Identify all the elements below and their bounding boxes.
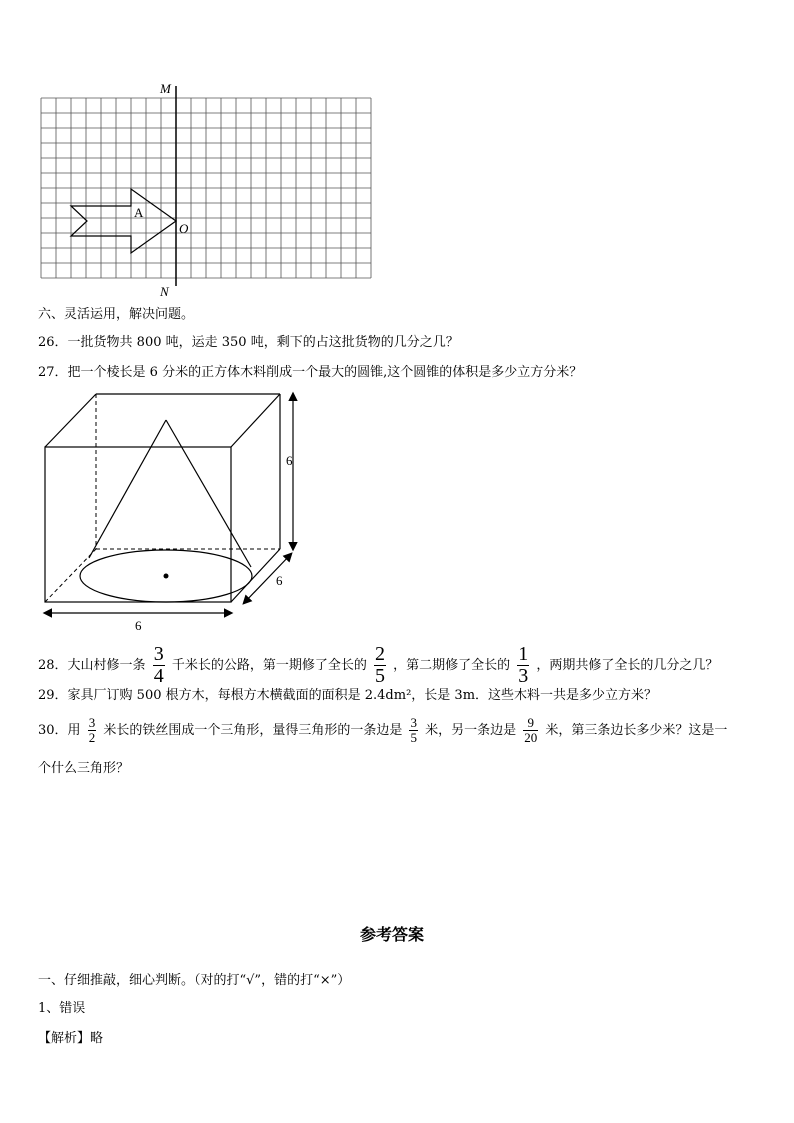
- q28-fraction-2: [374, 644, 386, 687]
- label-m: M: [160, 81, 171, 96]
- q28-fraction-3: [517, 644, 529, 687]
- q30-prefix: 30．用: [38, 723, 81, 738]
- q28-suffix: ，两期共修了全长的几分之几？: [536, 658, 719, 673]
- q30-frac1-den: 2: [88, 730, 96, 745]
- cone-center: [164, 574, 169, 579]
- q30-frac2-den: 5: [410, 730, 417, 745]
- label-n: N: [160, 284, 169, 299]
- cone-slant-right: [166, 420, 251, 567]
- q30-fraction-1: [88, 716, 97, 744]
- q28-frac2-num: 2: [374, 643, 385, 665]
- question-29: 29．家具厂订购 500 根方木，每根方木横截面的面积是 2.4dm²，长是 3m．这些木料一共是多少立方米？: [38, 688, 658, 703]
- q30-frac3-den: 20: [524, 730, 538, 745]
- q28-mid2: ，第二期修了全长的: [393, 658, 511, 673]
- section6-title: 六、灵活运用，解决问题。: [38, 307, 195, 322]
- q30-frac2-num: 3: [410, 715, 417, 731]
- cone-slant-left: [89, 420, 166, 558]
- q28-frac1-den: 4: [153, 665, 164, 687]
- q28-mid1: 千米长的公路，第一期修了全长的: [171, 658, 367, 673]
- arrow-shape-a: [71, 189, 176, 253]
- q30-mid1: 米长的铁丝围成一个三角形，量得三角形的一条边是: [103, 723, 403, 738]
- question-28: [38, 644, 718, 687]
- question-30-line2: 个什么三角形？: [38, 761, 130, 776]
- question-27: 27．把一个棱长是 6 分米的正方体木料削成一个最大的圆锥,这个圆锥的体积是多少立方分米？: [38, 365, 583, 380]
- q30-fraction-3: [523, 716, 538, 744]
- q30-frac3-num: 9: [527, 715, 535, 731]
- q28-frac3-den: 3: [518, 665, 529, 687]
- grid-figure: [30, 78, 390, 300]
- answers-analysis: 【解析】略: [38, 1031, 104, 1046]
- q28-fraction-1: [153, 644, 165, 687]
- q30-mid2: 米，另一条边是: [425, 723, 517, 738]
- answers-section1: 一、仔细推敲，细心判断。（对的打“√”，错的打“×”）: [38, 973, 351, 988]
- answers-item1: 1、错误: [38, 1001, 86, 1016]
- q30-fraction-2: [409, 716, 418, 744]
- q28-frac1-num: 3: [153, 643, 164, 665]
- q28-frac2-den: 5: [374, 665, 385, 687]
- q28-frac3-num: 1: [518, 643, 529, 665]
- label-a: A: [134, 205, 144, 220]
- width-label: 6: [135, 618, 142, 633]
- depth-label: 6: [276, 573, 283, 588]
- question-30: [38, 712, 727, 750]
- label-o: O: [179, 221, 189, 236]
- q28-prefix: 28．大山村修一条: [38, 658, 146, 673]
- q30-suffix: 米，第三条边长多少米？这是一: [545, 723, 728, 738]
- answers-title: 参考答案: [360, 925, 425, 944]
- cube-cone-figure: [30, 385, 330, 640]
- q30-frac1-num: 3: [88, 715, 96, 731]
- question-26: 26．一批货物共 800 吨，运走 350 吨，剩下的占这批货物的几分之几？: [38, 335, 459, 350]
- height-label: 6: [286, 453, 293, 468]
